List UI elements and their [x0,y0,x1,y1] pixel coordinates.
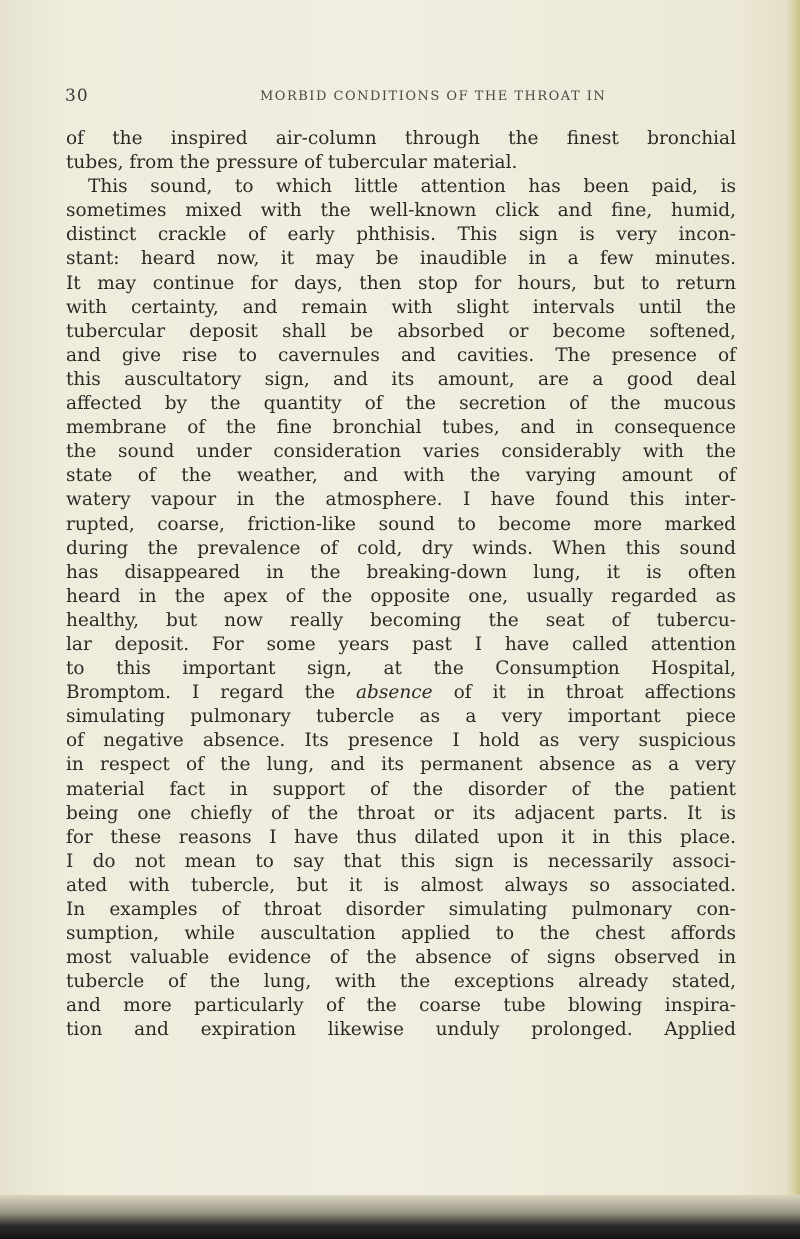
text-line: the sound under consideration varies considerably with the [66,441,736,463]
text-line: and give rise to cavernules and cavities. The presence of [66,344,736,366]
text-line: being one chiefly of the throat or its adjacent parts. It is [66,802,736,824]
text-line: this auscultatory sign, and its amount, are a good deal [66,368,736,390]
text-line: of the inspired air-column through the finest bronchial [66,128,736,149]
text-line: material fact in support of the disorder of the patient [66,778,736,800]
text-line: tubercular deposit shall be absorbed or become softened, [66,320,736,342]
page-edge-shadow [786,0,800,1239]
text-line: membrane of the fine bronchial tubes, and in consequence [66,417,736,439]
text-line: to this important sign, at the Consumption Hospital, [66,658,736,680]
text-line: sumption, while auscultation applied to the chest affords [66,923,736,945]
text-run: of it in throat affections [453,682,736,704]
text-line [66,681,736,705]
text-line: tion and expiration likewise unduly prolonged. Applied [66,1019,736,1041]
text-line: watery vapour in the atmosphere. I have found this inter- [66,489,736,511]
running-header [0,86,800,110]
text-line: In examples of throat disorder simulating pulmonary con- [66,899,736,920]
text-line: affected by the quantity of the secretion of the mucous [66,393,736,415]
page-number: 30 [65,86,89,106]
text-line: distinct crackle of early phthisis. This sign is very incon- [66,224,736,246]
text-line: heard in the apex of the opposite one, usually regarded as [66,585,736,607]
text-line: tubercle of the lung, with the exceptions already stated, [66,971,736,993]
text-line: tubes, from the pressure of tubercular material. [66,152,518,174]
body-paragraph [66,127,736,1043]
text-line: state of the weather, and with the varying amount of [66,465,736,487]
text-line: with certainty, and remain with slight intervals until the [66,296,736,318]
text-line: has disappeared in the breaking-down lung, it is often [66,561,736,583]
text-line: of negative absence. Its presence I hold as very suspicious [66,730,736,752]
text-run: Bromptom. I regard the [66,682,335,704]
text-line: during the prevalence of cold, dry winds. When this sound [66,537,736,559]
text-line: It may continue for days, then stop for hours, but to return [66,272,736,294]
text-line: lar deposit. For some years past I have called attention [66,633,736,655]
text-line: stant: heard now, it may be inaudible in a few minutes. [66,248,736,270]
text-line: healthy, but now really becoming the seat of tubercu- [66,609,736,631]
text-line: in respect of the lung, and its permanent absence as a very [66,754,736,776]
text-line: This sound, to which little attention has been paid, is [88,176,736,198]
text-line: for these reasons I have thus dilated upon it in this place. [66,826,736,848]
running-title: MORBID CONDITIONS OF THE THROAT IN [260,89,607,104]
text-line: most valuable evidence of the absence of signs observed in [66,947,736,969]
text-line: sometimes mixed with the well-known click and fine, humid, [66,200,736,222]
italic-word: absence [356,682,433,704]
text-line: and more particularly of the coarse tube blowing inspira- [66,995,736,1017]
text-line: simulating pulmonary tubercle as a very important piece [66,706,736,728]
text-line: ated with tubercle, but it is almost always so associated. [66,874,736,896]
text-line: I do not mean to say that this sign is necessarily associ- [66,850,736,872]
text-line: rupted, coarse, friction-like sound to become more marked [66,513,736,535]
page-bottom-edge [0,1195,800,1239]
